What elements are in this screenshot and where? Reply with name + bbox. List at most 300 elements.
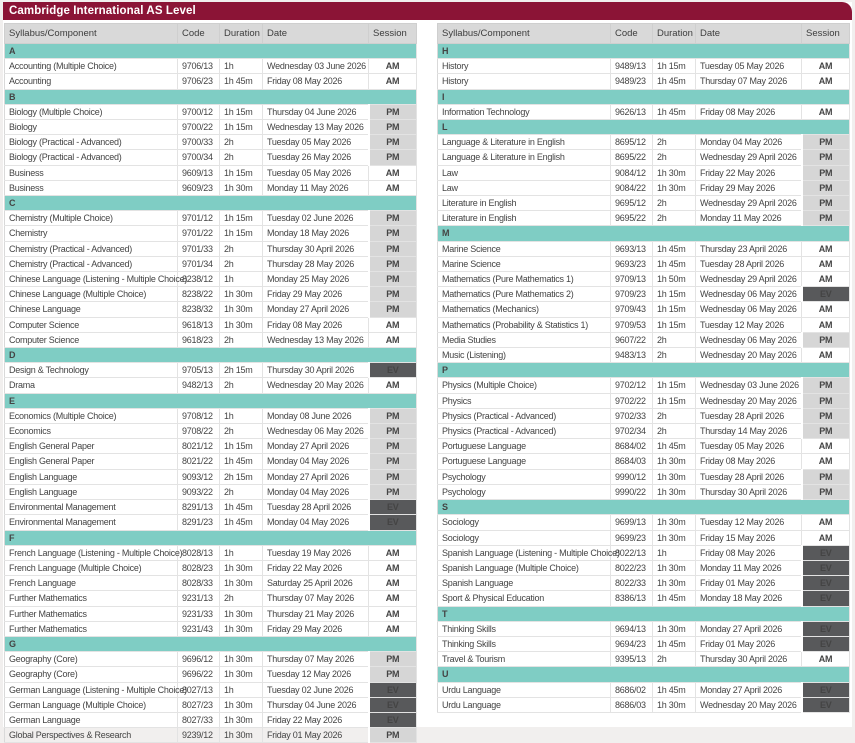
exam-row (5, 728, 417, 743)
code-cell: 9695/12 (611, 196, 653, 211)
syllabus-cell: Physics (Multiple Choice) (438, 378, 611, 393)
column-header-row (438, 24, 850, 44)
code-cell: 8027/13 (178, 682, 220, 697)
code-cell: 9706/23 (178, 74, 220, 89)
session-cell: PM (802, 150, 850, 165)
exam-row (5, 697, 417, 712)
session-cell: EV (369, 697, 417, 712)
syllabus-cell: Psychology (438, 469, 611, 484)
date-cell: Monday 27 April 2026 (263, 469, 369, 484)
duration-cell: 1h 45m (220, 74, 263, 89)
exam-row (5, 560, 417, 575)
date-cell: Tuesday 05 May 2026 (263, 165, 369, 180)
session-cell: AM (369, 591, 417, 606)
code-cell: 9701/12 (178, 211, 220, 226)
exam-row (5, 621, 417, 636)
syllabus-cell: Mathematics (Mechanics) (438, 302, 611, 317)
session-cell: AM (369, 606, 417, 621)
syllabus-cell: Chinese Language (Multiple Choice) (5, 287, 178, 302)
code-cell: 8027/33 (178, 712, 220, 727)
date-cell: Wednesday 03 June 2026 (263, 59, 369, 74)
duration-cell: 2h (653, 332, 696, 347)
exam-row (438, 272, 850, 287)
exam-row (438, 135, 850, 150)
syllabus-cell: Business (5, 165, 178, 180)
duration-cell: 1h 30m (220, 606, 263, 621)
session-cell: AM (369, 332, 417, 347)
date-cell: Friday 22 May 2026 (263, 560, 369, 575)
code-cell: 8238/22 (178, 287, 220, 302)
exam-row (5, 256, 417, 271)
duration-cell: 1h 45m (220, 515, 263, 530)
code-cell: 9694/23 (611, 636, 653, 651)
duration-cell: 1h 15m (653, 378, 696, 393)
session-cell: AM (802, 454, 850, 469)
column-header-code: Code (611, 24, 653, 44)
duration-cell: 2h (220, 241, 263, 256)
exam-row (438, 165, 850, 180)
code-cell: 8291/13 (178, 500, 220, 515)
session-cell: EV (369, 712, 417, 727)
duration-cell: 1h 30m (220, 712, 263, 727)
session-cell: AM (802, 530, 850, 545)
code-cell: 8022/33 (611, 576, 653, 591)
session-cell: PM (369, 652, 417, 667)
syllabus-cell: Biology (Practical - Advanced) (5, 135, 178, 150)
date-cell: Wednesday 06 May 2026 (696, 287, 802, 302)
session-cell: PM (369, 484, 417, 499)
exam-row (5, 469, 417, 484)
date-cell: Tuesday 28 April 2026 (696, 408, 802, 423)
duration-cell: 1h 30m (653, 560, 696, 575)
syllabus-cell: Urdu Language (438, 682, 611, 697)
section-header-row (438, 606, 850, 621)
date-cell: Wednesday 20 May 2026 (696, 697, 802, 712)
section-header-row (438, 500, 850, 515)
duration-cell: 1h 30m (653, 484, 696, 499)
exam-row (438, 697, 850, 712)
exam-row (5, 120, 417, 135)
session-cell: PM (802, 378, 850, 393)
duration-cell: 1h 30m (220, 728, 263, 743)
syllabus-cell: History (438, 74, 611, 89)
code-cell: 8028/13 (178, 545, 220, 560)
syllabus-cell: English General Paper (5, 439, 178, 454)
session-cell: EV (369, 515, 417, 530)
exam-row (5, 165, 417, 180)
date-cell: Wednesday 20 May 2026 (696, 348, 802, 363)
code-cell: 9693/23 (611, 256, 653, 271)
date-cell: Tuesday 02 June 2026 (263, 682, 369, 697)
exam-row (438, 424, 850, 439)
date-cell: Wednesday 13 May 2026 (263, 120, 369, 135)
duration-cell: 2h (653, 424, 696, 439)
session-cell: PM (369, 241, 417, 256)
exam-row (5, 439, 417, 454)
date-cell: Wednesday 29 April 2026 (696, 272, 802, 287)
syllabus-cell: Literature in English (438, 196, 611, 211)
exam-row (438, 636, 850, 651)
code-cell: 9093/12 (178, 469, 220, 484)
session-cell: AM (369, 59, 417, 74)
code-cell: 9702/12 (611, 378, 653, 393)
exam-row (5, 211, 417, 226)
session-cell: EV (802, 545, 850, 560)
duration-cell: 2h (220, 256, 263, 271)
session-cell: EV (802, 682, 850, 697)
code-cell: 9701/34 (178, 256, 220, 271)
syllabus-cell: Drama (5, 378, 178, 393)
column-header-code: Code (178, 24, 220, 44)
code-cell: 8022/23 (611, 560, 653, 575)
code-cell: 9702/22 (611, 393, 653, 408)
duration-cell: 1h 30m (653, 469, 696, 484)
date-cell: Thursday 07 May 2026 (263, 652, 369, 667)
session-cell: EV (802, 560, 850, 575)
date-cell: Friday 22 May 2026 (263, 712, 369, 727)
exam-row (5, 74, 417, 89)
syllabus-cell: Design & Technology (5, 363, 178, 378)
date-cell: Tuesday 28 April 2026 (696, 469, 802, 484)
date-cell: Friday 29 May 2026 (696, 180, 802, 195)
exam-row (5, 180, 417, 195)
section-header-row (438, 667, 850, 682)
code-cell: 9700/12 (178, 104, 220, 119)
code-cell: 9702/33 (611, 408, 653, 423)
date-cell: Tuesday 12 May 2026 (696, 515, 802, 530)
code-cell: 9231/13 (178, 591, 220, 606)
date-cell: Thursday 07 May 2026 (696, 74, 802, 89)
exam-row (5, 226, 417, 241)
section-header-row (438, 44, 850, 59)
duration-cell: 1h 15m (653, 59, 696, 74)
date-cell: Friday 08 May 2026 (696, 104, 802, 119)
syllabus-cell: Computer Science (5, 317, 178, 332)
syllabus-cell: Biology (Multiple Choice) (5, 104, 178, 119)
section-letter: G (5, 636, 417, 651)
date-cell: Thursday 23 April 2026 (696, 241, 802, 256)
column-header-date: Date (263, 24, 369, 44)
date-cell: Tuesday 12 May 2026 (263, 667, 369, 682)
date-cell: Thursday 21 May 2026 (263, 606, 369, 621)
syllabus-cell: Accounting (Multiple Choice) (5, 59, 178, 74)
column-header-date: Date (696, 24, 802, 44)
exam-row (438, 150, 850, 165)
session-cell: AM (369, 74, 417, 89)
session-cell: EV (802, 576, 850, 591)
code-cell: 8684/02 (611, 439, 653, 454)
duration-cell: 1h 50m (653, 272, 696, 287)
section-header-row (438, 226, 850, 241)
date-cell: Wednesday 20 May 2026 (696, 393, 802, 408)
date-cell: Thursday 04 June 2026 (263, 104, 369, 119)
session-cell: EV (802, 591, 850, 606)
date-cell: Wednesday 03 June 2026 (696, 378, 802, 393)
code-cell: 9709/13 (611, 272, 653, 287)
syllabus-cell: Global Perspectives & Research (5, 728, 178, 743)
exam-row (438, 317, 850, 332)
syllabus-cell: Further Mathematics (5, 606, 178, 621)
exam-row (438, 241, 850, 256)
date-cell: Friday 29 May 2026 (263, 287, 369, 302)
duration-cell: 2h (220, 135, 263, 150)
code-cell: 8021/22 (178, 454, 220, 469)
exam-row (5, 712, 417, 727)
syllabus-cell: French Language (Multiple Choice) (5, 560, 178, 575)
date-cell: Thursday 07 May 2026 (263, 591, 369, 606)
section-letter: U (438, 667, 850, 682)
session-cell: AM (802, 317, 850, 332)
exam-row (438, 59, 850, 74)
session-cell: PM (802, 393, 850, 408)
exam-row (438, 104, 850, 119)
exam-row (438, 454, 850, 469)
exam-row (438, 378, 850, 393)
session-cell: AM (802, 104, 850, 119)
syllabus-cell: Language & Literature in English (438, 135, 611, 150)
exam-row (438, 682, 850, 697)
syllabus-cell: Physics (Practical - Advanced) (438, 424, 611, 439)
duration-cell: 1h 15m (653, 302, 696, 317)
code-cell: 9699/23 (611, 530, 653, 545)
exam-row (5, 332, 417, 347)
syllabus-cell: Biology (Practical - Advanced) (5, 150, 178, 165)
code-cell: 8021/12 (178, 439, 220, 454)
section-header-row (438, 89, 850, 104)
duration-cell: 2h (220, 150, 263, 165)
syllabus-cell: German Language (Listening - Multiple Choice) (5, 682, 178, 697)
session-cell: PM (369, 120, 417, 135)
code-cell: 9231/43 (178, 621, 220, 636)
date-cell: Friday 08 May 2026 (263, 74, 369, 89)
exam-row (438, 256, 850, 271)
section-letter: P (438, 363, 850, 378)
exam-row (438, 560, 850, 575)
date-cell: Wednesday 20 May 2026 (263, 378, 369, 393)
section-letter: L (438, 120, 850, 135)
duration-cell: 1h 30m (653, 454, 696, 469)
timetable-left (4, 23, 417, 743)
code-cell: 8695/12 (611, 135, 653, 150)
code-cell: 9395/13 (611, 652, 653, 667)
session-cell: PM (369, 439, 417, 454)
duration-cell: 1h 30m (653, 621, 696, 636)
syllabus-cell: German Language (5, 712, 178, 727)
duration-cell: 1h 30m (220, 652, 263, 667)
session-cell: PM (369, 135, 417, 150)
column-header-syllabus: Syllabus/Component (438, 24, 611, 44)
code-cell: 8238/32 (178, 302, 220, 317)
duration-cell: 1h 45m (220, 454, 263, 469)
syllabus-cell: Media Studies (438, 332, 611, 347)
code-cell: 9695/22 (611, 211, 653, 226)
code-cell: 9709/53 (611, 317, 653, 332)
date-cell: Tuesday 05 May 2026 (696, 59, 802, 74)
duration-cell: 1h 30m (653, 576, 696, 591)
code-cell: 9489/13 (611, 59, 653, 74)
session-cell: PM (802, 180, 850, 195)
date-cell: Friday 15 May 2026 (696, 530, 802, 545)
syllabus-cell: French Language (Listening - Multiple Choice) (5, 545, 178, 560)
code-cell: 8684/03 (611, 454, 653, 469)
syllabus-cell: Spanish Language (Multiple Choice) (438, 560, 611, 575)
syllabus-cell: Sport & Physical Education (438, 591, 611, 606)
duration-cell: 2h (653, 150, 696, 165)
exam-row (5, 378, 417, 393)
date-cell: Friday 08 May 2026 (696, 545, 802, 560)
code-cell: 8028/33 (178, 576, 220, 591)
date-cell: Thursday 30 April 2026 (696, 484, 802, 499)
syllabus-cell: Economics (Multiple Choice) (5, 408, 178, 423)
date-cell: Tuesday 05 May 2026 (263, 135, 369, 150)
date-cell: Monday 18 May 2026 (696, 591, 802, 606)
exam-row (438, 393, 850, 408)
section-letter: F (5, 530, 417, 545)
syllabus-cell: Environmental Management (5, 515, 178, 530)
column-header-session: Session (369, 24, 417, 44)
title-bar (3, 2, 852, 20)
date-cell: Thursday 14 May 2026 (696, 424, 802, 439)
duration-cell: 1h 15m (653, 287, 696, 302)
column-header-syllabus: Syllabus/Component (5, 24, 178, 44)
exam-row (5, 515, 417, 530)
date-cell: Wednesday 06 May 2026 (696, 302, 802, 317)
duration-cell: 1h 15m (220, 120, 263, 135)
exam-row (5, 652, 417, 667)
code-cell: 9489/23 (611, 74, 653, 89)
exam-row (5, 424, 417, 439)
syllabus-cell: Mathematics (Probability & Statistics 1) (438, 317, 611, 332)
duration-cell: 1h (220, 682, 263, 697)
exam-row (438, 530, 850, 545)
duration-cell: 1h 45m (653, 591, 696, 606)
code-cell: 8027/23 (178, 697, 220, 712)
syllabus-cell: Environmental Management (5, 500, 178, 515)
duration-cell: 1h 45m (653, 241, 696, 256)
syllabus-cell: Marine Science (438, 241, 611, 256)
code-cell: 8291/23 (178, 515, 220, 530)
date-cell: Thursday 30 April 2026 (263, 241, 369, 256)
date-cell: Tuesday 12 May 2026 (696, 317, 802, 332)
session-cell: PM (369, 150, 417, 165)
session-cell: PM (369, 454, 417, 469)
exam-row (5, 454, 417, 469)
duration-cell: 1h 45m (653, 636, 696, 651)
duration-cell: 1h (653, 545, 696, 560)
syllabus-cell: Biology (5, 120, 178, 135)
session-cell: EV (802, 636, 850, 651)
date-cell: Monday 11 May 2026 (696, 211, 802, 226)
syllabus-cell: Thinking Skills (438, 621, 611, 636)
syllabus-cell: Portuguese Language (438, 439, 611, 454)
date-cell: Thursday 28 May 2026 (263, 256, 369, 271)
column-header-duration: Duration (220, 24, 263, 44)
exam-row (438, 302, 850, 317)
session-cell: PM (802, 408, 850, 423)
session-cell: PM (802, 211, 850, 226)
session-cell: EV (802, 287, 850, 302)
duration-cell: 2h 15m (220, 469, 263, 484)
duration-cell: 2h (653, 211, 696, 226)
code-cell: 9609/13 (178, 165, 220, 180)
duration-cell: 2h (220, 591, 263, 606)
session-cell: PM (802, 332, 850, 347)
duration-cell: 1h 30m (653, 530, 696, 545)
date-cell: Wednesday 29 April 2026 (696, 196, 802, 211)
exam-row (5, 59, 417, 74)
code-cell: 9708/12 (178, 408, 220, 423)
session-cell: AM (802, 652, 850, 667)
exam-row (5, 591, 417, 606)
section-letter: H (438, 44, 850, 59)
date-cell: Friday 29 May 2026 (263, 621, 369, 636)
exam-row (438, 469, 850, 484)
exam-row (5, 302, 417, 317)
syllabus-cell: Geography (Core) (5, 652, 178, 667)
code-cell: 9231/33 (178, 606, 220, 621)
timetable-right-body (438, 44, 850, 713)
code-cell: 9709/43 (611, 302, 653, 317)
session-cell: PM (802, 196, 850, 211)
section-letter: B (5, 89, 417, 104)
code-cell: 9699/13 (611, 515, 653, 530)
date-cell: Wednesday 29 April 2026 (696, 150, 802, 165)
session-cell: AM (802, 302, 850, 317)
exam-row (438, 287, 850, 302)
code-cell: 9618/13 (178, 317, 220, 332)
syllabus-cell: Mathematics (Pure Mathematics 2) (438, 287, 611, 302)
exam-row (438, 545, 850, 560)
syllabus-cell: Chinese Language (Listening - Multiple Choice) (5, 272, 178, 287)
syllabus-cell: English General Paper (5, 454, 178, 469)
duration-cell: 1h 30m (653, 180, 696, 195)
duration-cell: 1h (220, 59, 263, 74)
syllabus-cell: Physics (438, 393, 611, 408)
session-cell: PM (369, 469, 417, 484)
section-header-row (5, 44, 417, 59)
date-cell: Wednesday 06 May 2026 (696, 332, 802, 347)
session-cell: PM (369, 211, 417, 226)
code-cell: 9708/22 (178, 424, 220, 439)
date-cell: Monday 27 April 2026 (263, 439, 369, 454)
duration-cell: 1h 30m (220, 317, 263, 332)
date-cell: Tuesday 26 May 2026 (263, 150, 369, 165)
duration-cell: 1h 45m (653, 74, 696, 89)
duration-cell: 2h (220, 424, 263, 439)
code-cell: 9696/12 (178, 652, 220, 667)
duration-cell: 1h 30m (220, 180, 263, 195)
exam-row (5, 363, 417, 378)
session-cell: PM (369, 424, 417, 439)
date-cell: Thursday 30 April 2026 (263, 363, 369, 378)
syllabus-cell: Economics (5, 424, 178, 439)
exam-row (5, 667, 417, 682)
date-cell: Monday 04 May 2026 (263, 454, 369, 469)
exam-row (5, 241, 417, 256)
session-cell: PM (369, 104, 417, 119)
session-cell: EV (369, 682, 417, 697)
duration-cell: 1h (220, 272, 263, 287)
date-cell: Monday 18 May 2026 (263, 226, 369, 241)
exam-row (5, 135, 417, 150)
session-cell: PM (369, 408, 417, 423)
syllabus-cell: Spanish Language (Listening - Multiple Choice) (438, 545, 611, 560)
session-cell: EV (802, 621, 850, 636)
code-cell: 9239/12 (178, 728, 220, 743)
exam-row (438, 180, 850, 195)
session-cell: PM (369, 302, 417, 317)
section-header-row (5, 530, 417, 545)
